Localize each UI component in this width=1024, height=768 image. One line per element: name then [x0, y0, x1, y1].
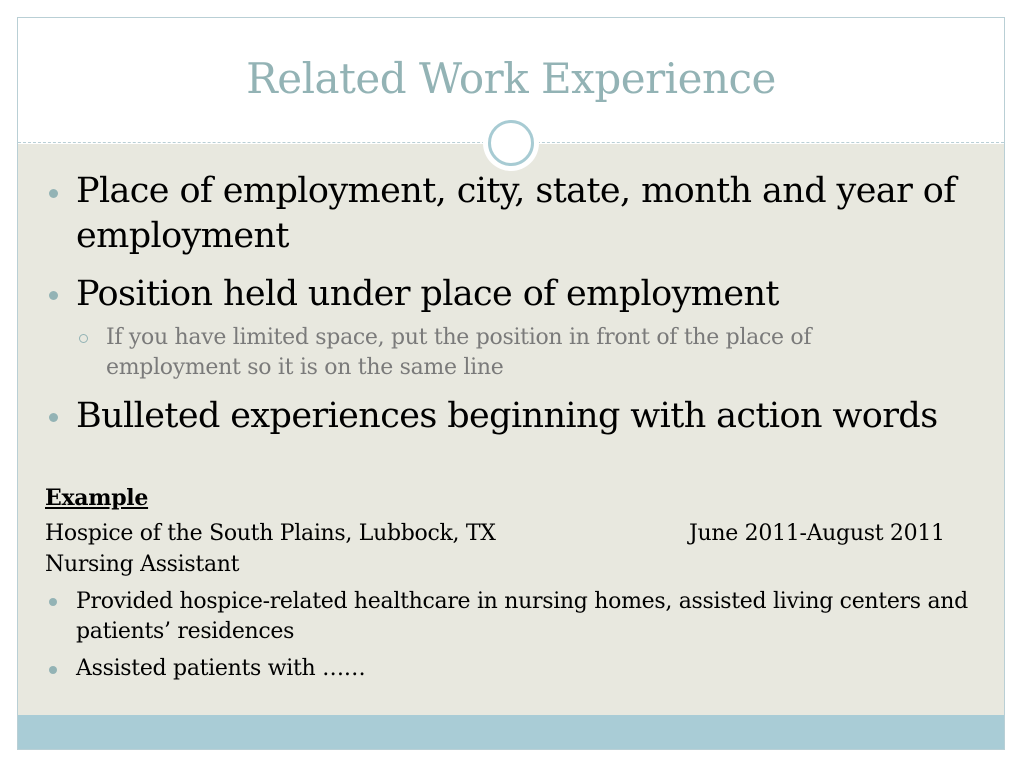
example-position: Nursing Assistant — [45, 552, 240, 577]
bullet-icon — [49, 291, 58, 300]
sub-bullet-ring-icon — [79, 334, 88, 343]
footer-bar — [18, 715, 1004, 750]
bullet-item-position: Position held under place of employment — [76, 274, 779, 314]
circle-ring — [488, 120, 534, 166]
slide — [17, 17, 1005, 750]
bullet-item-action-words: Bulleted experiences beginning with action words — [76, 396, 938, 436]
example-item-provided: Provided hospice-related healthcare in nursing homes, assisted living centers and patients’ residences — [76, 589, 968, 644]
bullet-item-employment: Place of employment, city, state, month and year of employment — [76, 171, 956, 256]
bullet-icon — [49, 598, 57, 606]
circle-ornament-icon — [483, 115, 539, 171]
bullet-icon — [49, 413, 58, 422]
example-dates: June 2011-August 2011 — [689, 521, 945, 546]
example-item-assisted: Assisted patients with …… — [76, 656, 366, 681]
slide-title: Related Work Experience — [246, 54, 776, 103]
sub-bullet-item-limited-space: If you have limited space, put the position in front of the place of employment so it is on the same line — [106, 325, 812, 380]
bullet-icon — [49, 189, 58, 198]
example-heading: Example — [45, 485, 149, 511]
bullet-icon — [49, 666, 57, 674]
example-employer: Hospice of the South Plains, Lubbock, TX — [45, 521, 496, 546]
